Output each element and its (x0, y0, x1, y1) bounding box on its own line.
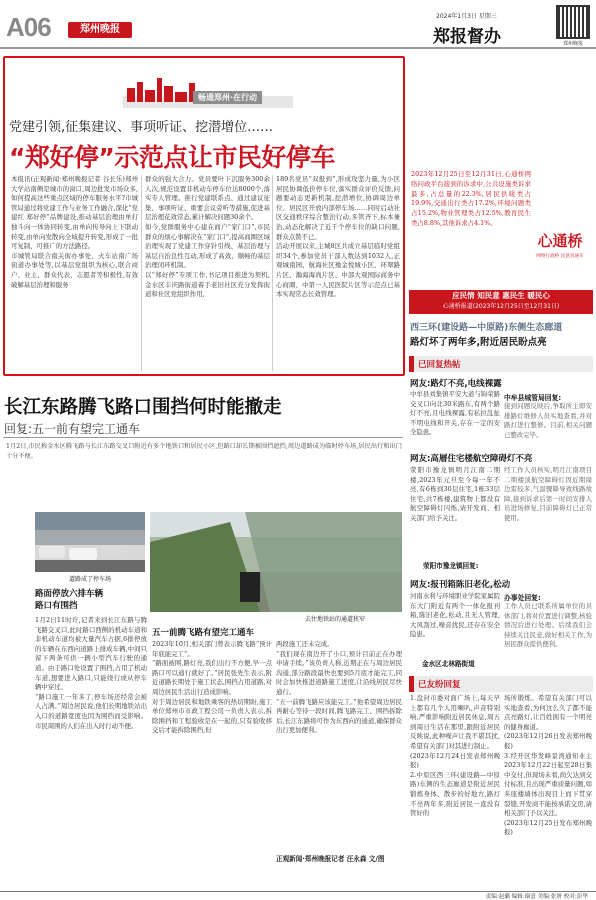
stats-strip-slogan: 应民情 知民意 惠民生 暖民心 (452, 291, 550, 300)
date-line: 2024年1月3日 星期三 (436, 13, 497, 20)
a3-unit: 金水区北林路街道 (422, 660, 475, 668)
a1-title: 中牟县城管局回复: (504, 394, 562, 402)
photo-passage-caption: 去往地铁站的通道狭窄 (304, 616, 365, 623)
header-rule (0, 47, 596, 49)
q1-text: 中牟县刘集镇平安大道与锦荣路交叉口向北30米路东,有两个路灯不亮,且电线裸露,有私拉乱扯不明电线和开关,存在一定的安全隐患。 (410, 390, 500, 437)
byline: 正观新闻·郑州晚报记者 汪永森 文/图 (276, 855, 385, 863)
pending-col-a: 1.盘封市委对面广场上,每天早上都有几个人用喇叭,声音特别响,严重影响附近居民休息,周五到周日生活在那里,跟附近居民反映说,此种噪声让我不堪其扰,希望有关部门对其进行制止。 (2023年12月24日发表郑州晚报) 2.中原区西三环(建设路—中原路)东侧的生态廊道是附近居民锻炼身体、散步的好地方,路灯不亮两年多,附近居民一直没有管好的 (410, 694, 500, 818)
q2-text: 荥阳市豫龙镇明月江南二期楼,2023年元旦至今每一年不亮,有6栋到30层住宅,1栋33层住宅,共7栋楼,建筑物上都没有航空障碍灯闪烁,请开发商、相关部门给予关注。 (410, 466, 500, 522)
column-name: 郑报督办 (433, 27, 501, 47)
sub1-heading: 路面停放六排车辆 路口有围挡 (35, 589, 104, 611)
feature-subtitle: 党建引领,征集建议、事项听证、挖潜增位…… (9, 120, 274, 135)
feature-col-3: 189名党员“双报到”,形成攻坚力量,为小区居民协调低价停车位,落实群众评价反馈,问题要动态更新机制,挖潜增位,协调周边单位、居民区开放内部停车场……同时启动社区交通秩序综合整治行动,多管齐下,标本兼治,动态化解决了近千个停车位的缺口问题,群众点赞不已。 活动开展以来,主城8区共成立基层临时党组织34个,参加党员干部人数达到1032人,正观城南园、航海社区豫金悦城小区、环翠路片区、瀚海海尚片区、中部大观国际商务中心商圈、中第一人民医院片区等示范点已基本实现常态长效管理。 (276, 175, 400, 299)
col-divider (272, 175, 273, 371)
qr-code (556, 5, 590, 39)
q3-text: 河南水利与环境职业学院家属院东大门附近有两个一体化报刊箱,陈旧老化,松动,且无人管理,大风刮过,噪音扰民,还存在安全隐患。 (410, 592, 500, 639)
logo-sub: 网络行政桥 民意直通车 (536, 254, 584, 259)
sub2-col-2: 两段施工还未完成。 “我们现在南边开了小口,预计目前正在办理申请手续。”该负责人称,近期正在与周边居民沟通,部分路段最快也要到5月底才能完工,同时会加快推进道路施工进度,让沿线居民尽快通行。 “五一前腾飞路应该能完工。”他希望周边居民再耐心等待一段时间,腾飞路完工、围挡拆除后,长江东路将可作为东西向的通道,确保群众出行更加便利。 (276, 640, 402, 735)
a2-title: 荥阳市豫龙镇回复: (423, 562, 479, 570)
footer-credits: 责编:赵璐 编辑:谢意 美编:张妍 校对:彭华 (485, 894, 588, 900)
photo-parking-caption: 道路成了停车场 (68, 576, 111, 583)
stats-text: 2023年12月25日至12月31日,心通桥网络问政平台接到的诉求中,公共设施类诉求最多,占总量的22.3%,居民供暖类占19.9%,交通出行类占17.2%,环境问题类占15.2%,物业管理类占12.5%,教育民生类占8.8%,其他诉求占4.1%。 (411, 170, 531, 227)
lower-rule (3, 437, 403, 438)
banner-label: 畅通郑州·在行动 (193, 91, 262, 104)
lower-headline: 长江东路腾飞路口围挡何时能撤走 (4, 397, 282, 418)
lower-lead: 1月2日,市民称金水区腾飞路与长江东路交叉口附近有多个地铁口和居民小区,但路口却长期被围挡遮挡,周边道路成为临时停车场,居民出行和出门十分不便。 (6, 443, 402, 460)
q3-title: 网友:报刊箱陈旧老化,松动 (410, 580, 511, 590)
q2-title: 网友:高層住宅楼航空障碍灯不亮 (410, 454, 533, 464)
paper-name: 郑州晚报 (80, 24, 120, 35)
pending-tag: 已友纷回复 (409, 676, 593, 692)
fence-icon (150, 512, 402, 612)
a3-text: 工作人员已联系所属单位的具体部门,将对位置进行调整,核验情况后进行处理。后续我们会持续关注民意,做好相关工作,为居民群众提供便利。 (504, 602, 592, 649)
photo-passage (150, 512, 402, 612)
feature-article (3, 56, 405, 376)
sub1-text: 1月2日11时许,记者来到长江东路与腾飞路交叉口,此时路口西侧的机动车道和非机动车道均被大量汽车占据,6排停放的车辆在东西向道路上排成车辆,中间只留下两条可供一辆小型汽车行驶的通道。由于路口处设置了围挡,占用了机动车道,想要进入路口,只能绕行或从停车辆中穿过。 “路口施工一年多了,停车场还经常会被人占满。”周边居民说,他们长期地铁站出入口的道路宽度也因为围挡而受影响。市民周围的人们在出入时行动不便。 (35, 616, 147, 730)
logo-text: 心通桥 (537, 232, 583, 250)
paper-logo (68, 22, 132, 38)
feature-col-1: 本报讯(正观新闻·郑州晚报记者 谷长乐)郑州大学站南侧是城市的窗口,周边批发市场众多,如何提高这些重点区域的停车服务水平?市城管局通过将党建工作与业务工作融合,深化“党建红 郑好停”品牌建设,推动基层治理由单打独斗向一体协同转变,由单向传导向上下联动转变,由单向发散向全域提升转变,形成了一批可复制、可推广的方法路径。 市城管局联合南关街办事处、火车站南广场街道办事处等,以基层党组织为核心,联合商户、业主、群众代表、志愿者等积极性,有效破解基层治理和服务 (11, 175, 138, 289)
stats-title-2: 路灯坏了两年多,附近居民盼点亮 (410, 337, 547, 348)
page-number: A06 (6, 12, 51, 42)
car-icon (35, 512, 145, 572)
photo-parking (35, 512, 145, 572)
lower-subhead: 回复:五一前有望完工通车 (4, 422, 141, 436)
skyline-banner (123, 74, 293, 108)
q1-title: 网友:路灯不亮,电线裸露 (410, 379, 502, 389)
replied-tag: 已回复热帖 (409, 356, 593, 372)
feature-col-2: 群众的强大合力。党员要叶下沉服务300余人次,规范设置非机动车停车位达8000个,落实专人管理。推行党建联系点、通过建议征集、事项听证、重要会议旁听等措施,促进基层治理花效常态,累计解决问题30余个。 如今,党群服务中心建在商户“家门口”,市民群众的烦心事解决在“家门口”,提高商圈区域治理实现了党建工作穿针引线、基层治理与基层自治良性互动,形成了高效、顺畅的基层治理闭环机制。 以“郑好停”专项工作,书记项目推进为契机,金水区丰庆路街道着手老旧社区充分发挥街道和社区党组织作用, (145, 175, 270, 299)
stats-strip (409, 290, 593, 314)
sub2-heading: 五一前腾飞路有望完工通车 (152, 628, 255, 638)
page-header (0, 0, 596, 52)
a1-text: 接到问题反映后,争取所主即安排路灯维修人员实地查看,并对路灯进行整修。目前,相关问题已整改完毕。 (504, 402, 592, 439)
a2-text: 经工作人员核实,明月江南项目二期楼顶航空障碍灯因近期周边雷较多,气温骤降导致线路故障,接到诉求后第一时间安排人员进场修复,目前障碍灯已正常使用。 (504, 466, 592, 522)
col-divider (141, 175, 142, 371)
stats-title-1: 西三环(建设路—中原路)东侧生态廊道 (410, 323, 563, 333)
sub2-col-1: 2023年10月,相关部门曾表示腾飞路“预计年底能完工”。 “路面被围,路灯亮,我们出行不方便,早一点路口可以通行就好了。”居民张先生表示,附近道路长期处于施工状态,围挡占用道路,对周边居民生活出行造成影响。 对于周边居民和地铁乘客的热切期盼,施工单位郑州市市政工程公司一负责人表示,拆除围挡和工程验收是在一起的,只有验收移交后才能拆除围挡,但 (152, 640, 272, 735)
pending-col-b: 场所锻炼。希望有关部门可以实地查看,为何这么久了都不能点亮路灯,让百姓拥有一个明亮的健身廊道。 (2023年12月26日发表郑州晚报) 3.经开区华发峰景湾通知业主2023年12月22日起至28日集中交付,但现场未看,尚欠达到交付标准,且出现严重质量问题,如多座楼墙体出现目上而下贯穿裂缝,开发商不能按承诺交房,请相关部门予以关注。 (2023年12月25日发布郑州晚报) (504, 694, 592, 837)
xintongqiao-logo (530, 230, 590, 266)
a3-title: 办事处回复: (504, 594, 541, 602)
stats-strip-caption: 心通桥报道(2023年12月25日至12月31日) (442, 303, 560, 310)
feature-headline: “郑好停”示范点让市民好停车 (9, 143, 335, 172)
qr-caption: 郑州晚报 (562, 41, 583, 47)
